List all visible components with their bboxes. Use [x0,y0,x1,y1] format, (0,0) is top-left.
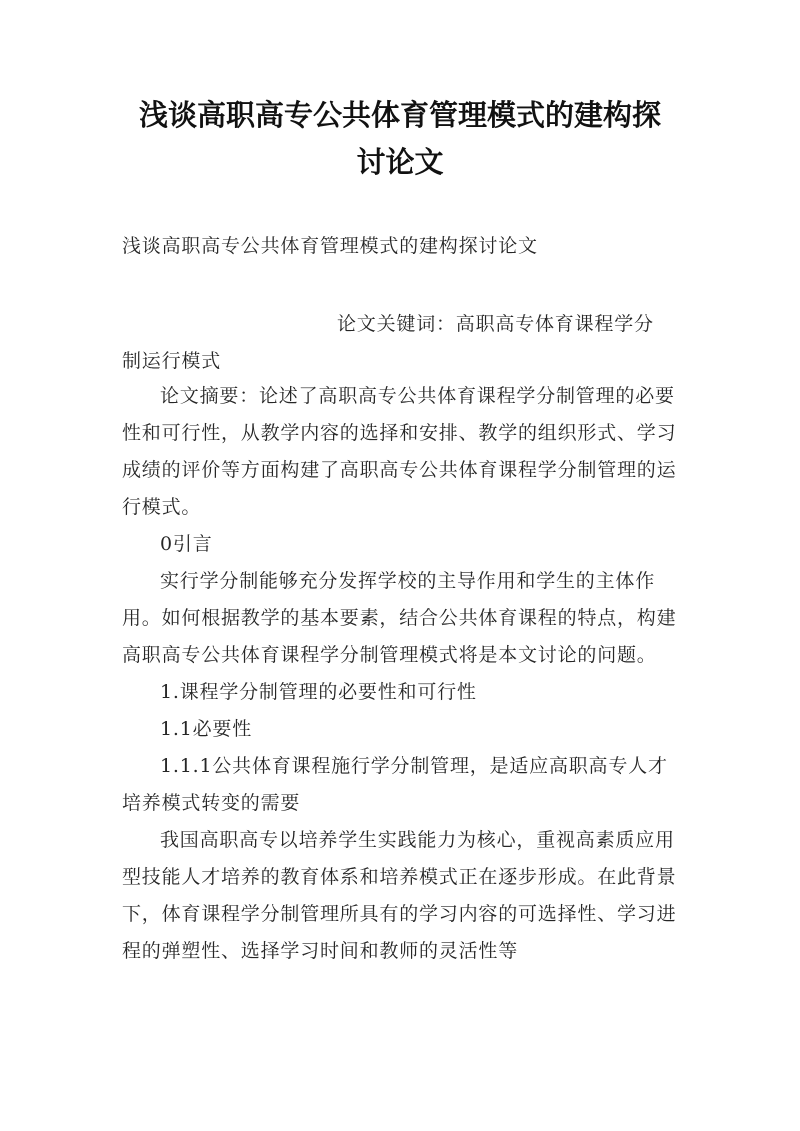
introduction-paragraph: 实行学分制能够充分发挥学校的主导作用和学生的主体作用。如何根据教学的基本要素，结合公共体育课程的特点，构建高职高专公共体育课程学分制管理模式将是本文讨论的问题。 [122,570,677,666]
title-line-2: 讨论文 [356,145,444,179]
abstract-paragraph: 论文摘要：论述了高职高专公共体育课程学分制管理的必要性和可行性，从教学内容的选择和安排、教学的组织形式、学习成绩的评价等方面构建了高职高专公共体育课程学分制管理的运行模式。 [122,385,677,518]
keywords-block [122,306,682,380]
section-heading-1-1: 1.1必要性 [160,718,253,740]
section-heading-1: 1.课程学分制管理的必要性和可行性 [160,681,477,703]
keywords-line-2: 制运行模式 [122,350,222,372]
body-paragraph: 我国高职高专以培养学生实践能力为核心，重视高素质应用型技能人才培养的教育体系和培养模式正在逐步形成。在此背景下，体育课程学分制管理所具有的学习内容的可选择性、学习进程的弹塑性、选择学习时间和教师的灵活性等 [122,829,677,962]
section-heading-introduction: 0引言 [160,533,213,555]
document-body [122,378,682,970]
title-line-1: 浅谈高职高专公共体育管理模式的建构探 [138,98,661,132]
keywords-line-1: 论文关键词：高职高专体育课程学分 [337,313,654,335]
section-heading-1-1-1: 1.1.1公共体育课程施行学分制管理，是适应高职高专人才培养模式转变的需要 [122,755,668,814]
document-title [100,92,700,186]
document-subtitle: 浅谈高职高专公共体育管理模式的建构探讨论文 [122,235,538,257]
